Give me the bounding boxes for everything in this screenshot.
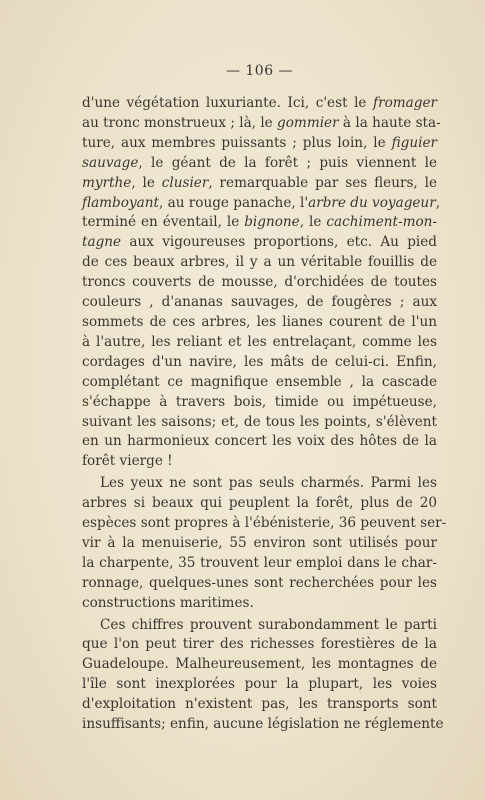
italic-term: sauvage bbox=[82, 154, 139, 171]
text-segment: à la haute sta- bbox=[338, 114, 441, 131]
text-segment: la charpente, 35 trouvent leur emploi dans le char- bbox=[82, 554, 437, 571]
text-line bbox=[82, 253, 437, 273]
italic-term: fromager bbox=[373, 95, 437, 111]
text-segment: cordages d'un navire, les mâts de celui-ci. Enfin, bbox=[82, 353, 437, 370]
paragraph bbox=[82, 94, 441, 472]
page-number: — 106 — bbox=[225, 63, 294, 79]
text-line bbox=[82, 353, 437, 373]
text-line bbox=[82, 675, 437, 695]
text-line bbox=[82, 373, 437, 393]
text-segment: s'échappe à travers bois, timide ou impétueuse, bbox=[82, 393, 437, 410]
text-segment: , remarquable par ses fleurs, le bbox=[208, 174, 437, 191]
text-segment: constructions maritimes. bbox=[82, 594, 254, 611]
italic-term: figuier bbox=[391, 134, 437, 151]
text-segment: Guadeloupe. Malheureusement, les montagnes de bbox=[82, 656, 437, 673]
text-segment: troncs couverts de mousse, d'orchidées de toutes bbox=[82, 274, 437, 291]
text-line bbox=[82, 695, 437, 715]
text-segment: ture, aux membres puissants ; plus loin, le bbox=[82, 134, 392, 151]
text-line bbox=[82, 452, 437, 472]
text-line bbox=[82, 514, 447, 534]
text-line bbox=[82, 194, 441, 214]
text-segment: d'une végétation luxuriante. Ici, c'est le bbox=[82, 95, 374, 111]
body-text bbox=[82, 94, 447, 735]
text-line bbox=[82, 233, 437, 253]
text-segment: , le bbox=[131, 174, 162, 191]
italic-term: myrthe bbox=[82, 174, 132, 191]
text-segment: ronnage, quelques-unes sont recherchées pour les bbox=[82, 574, 437, 591]
text-line bbox=[82, 313, 437, 333]
text-segment: Les yeux ne sont pas seuls charmés. Parmi les bbox=[100, 475, 437, 492]
text-line bbox=[82, 174, 437, 194]
italic-term: clusier bbox=[161, 174, 209, 191]
text-line bbox=[82, 213, 437, 233]
text-segment: complétant ce magnifique ensemble , la cascade bbox=[82, 373, 437, 390]
text-line bbox=[82, 616, 437, 636]
text-line bbox=[82, 154, 437, 174]
text-segment: que l'on peut tirer des richesses forestières de la bbox=[82, 636, 437, 653]
text-segment: Ces chiffres prouvent surabondamment le parti bbox=[100, 616, 437, 633]
text-line bbox=[82, 655, 437, 675]
text-segment: en un harmonieux concert les voix des hôtes de la bbox=[82, 433, 437, 450]
italic-term: arbre du voyageur bbox=[308, 194, 436, 211]
text-segment: au tronc monstrueux ; là, le bbox=[82, 114, 278, 131]
text-segment: insuffisants; enfin, aucune législation ne réglemente bbox=[82, 716, 444, 733]
text-segment: , le bbox=[299, 214, 327, 231]
text-segment: , le géant de la forêt ; puis viennent le bbox=[138, 154, 437, 171]
text-segment: forêt vierge ! bbox=[82, 453, 173, 470]
italic-term: gommier bbox=[277, 114, 339, 131]
text-line bbox=[82, 273, 437, 293]
text-segment: l'île sont inexplorées pour la plupart, les voies bbox=[82, 676, 437, 693]
italic-term: cachiment-mon- bbox=[326, 214, 437, 231]
text-line bbox=[82, 393, 437, 413]
text-segment: terminé en éventail, le bbox=[82, 214, 245, 231]
text-line bbox=[82, 594, 437, 614]
text-line bbox=[82, 554, 437, 574]
paragraph bbox=[82, 474, 447, 613]
text-line bbox=[82, 333, 437, 353]
text-line bbox=[82, 534, 437, 554]
text-segment: , au rouge panache, l' bbox=[158, 194, 309, 211]
text-segment: suivant les saisons; et, de tous les points, s'élèvent bbox=[82, 413, 437, 430]
text-segment: de ces beaux arbres, il y a un véritable fouillis de bbox=[82, 254, 437, 271]
text-line bbox=[82, 114, 441, 134]
book-page bbox=[82, 62, 447, 735]
text-segment: espèces sont propres à l'ébénisterie, 36 peuvent ser- bbox=[82, 515, 447, 532]
text-segment: à l'autre, les reliant et les entrelaçant, comme les bbox=[82, 333, 437, 350]
text-segment: aux vigoureuses proportions, etc. Au pied bbox=[121, 234, 437, 251]
text-line bbox=[82, 574, 437, 594]
italic-term: bignone bbox=[244, 214, 300, 231]
text-segment: d'exploitation n'existent pas, les transports sont bbox=[82, 696, 437, 713]
text-segment: couleurs , d'ananas sauvages, de fougères ; aux bbox=[82, 294, 437, 311]
text-line bbox=[82, 134, 437, 154]
text-segment: , bbox=[435, 194, 441, 211]
paragraph bbox=[82, 616, 444, 735]
text-line bbox=[82, 474, 437, 494]
text-line bbox=[82, 94, 437, 114]
text-segment: arbres si beaux qui peuplent la forêt, plus de 20 bbox=[82, 495, 437, 512]
text-line bbox=[82, 494, 437, 514]
text-segment: sommets de ces arbres, les lianes courent de l'un bbox=[82, 313, 437, 330]
italic-term: flamboyant bbox=[82, 194, 159, 211]
text-line bbox=[82, 432, 437, 452]
text-segment: vir à la menuiserie, 55 environ sont utilisés pour bbox=[82, 534, 437, 551]
text-line bbox=[82, 715, 444, 735]
italic-term: tagne bbox=[82, 234, 122, 251]
text-line bbox=[82, 413, 437, 433]
text-line bbox=[82, 635, 437, 655]
text-line bbox=[82, 293, 437, 313]
